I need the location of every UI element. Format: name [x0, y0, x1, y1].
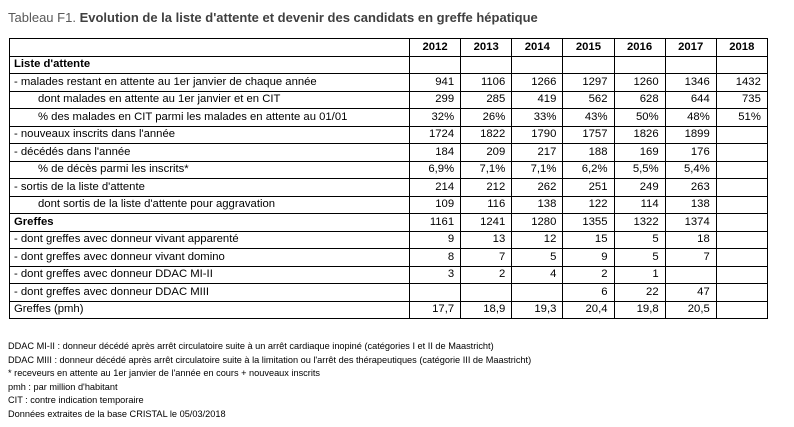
- value-cell: 644: [665, 91, 716, 109]
- value-cell: [716, 196, 767, 214]
- row-label: - dont greffes avec donneur vivant apparenté: [10, 231, 410, 249]
- year-header: 2015: [563, 39, 614, 57]
- value-cell: 51%: [716, 109, 767, 127]
- waitlist-table: [9, 38, 768, 319]
- value-cell: 1106: [461, 74, 512, 92]
- table-row: [10, 266, 768, 284]
- footnote: * receveurs en attente au 1er janvier de l'année en cours + nouveaux inscrits: [8, 368, 321, 379]
- value-cell: [512, 56, 563, 74]
- value-cell: 1266: [512, 74, 563, 92]
- value-cell: 9: [410, 231, 461, 249]
- footnote: Données extraites de la base CRISTAL le 05/03/2018: [8, 408, 226, 419]
- value-cell: 1280: [512, 214, 563, 232]
- value-cell: 1899: [665, 126, 716, 144]
- value-cell: 33%: [512, 109, 563, 127]
- value-cell: [665, 266, 716, 284]
- value-cell: 6,9%: [410, 161, 461, 179]
- value-cell: 12: [512, 231, 563, 249]
- value-cell: 214: [410, 179, 461, 197]
- year-header: 2018: [716, 39, 767, 57]
- value-cell: 188: [563, 144, 614, 162]
- value-cell: 1346: [665, 74, 716, 92]
- value-cell: [716, 126, 767, 144]
- table-number: Tableau F1.: [8, 10, 76, 25]
- table-row: [10, 126, 768, 144]
- footnote: pmh : par million d'habitant: [8, 381, 118, 392]
- value-cell: 50%: [614, 109, 665, 127]
- value-cell: 6,2%: [563, 161, 614, 179]
- value-cell: 1297: [563, 74, 614, 92]
- value-cell: 3: [410, 266, 461, 284]
- row-label: - sortis de la liste d'attente: [10, 179, 410, 197]
- value-cell: [716, 179, 767, 197]
- row-label: - dont greffes avec donneur vivant domino: [10, 249, 410, 267]
- value-cell: 138: [512, 196, 563, 214]
- row-label: Greffes (pmh): [10, 301, 410, 319]
- value-cell: 1322: [614, 214, 665, 232]
- value-cell: 5,5%: [614, 161, 665, 179]
- value-cell: [716, 249, 767, 267]
- table-row: [10, 109, 768, 127]
- value-cell: 735: [716, 91, 767, 109]
- table-row: [10, 301, 768, 319]
- value-cell: 1826: [614, 126, 665, 144]
- table-row: [10, 144, 768, 162]
- value-cell: [716, 284, 767, 302]
- header-corner-cell: [10, 39, 410, 57]
- value-cell: [512, 284, 563, 302]
- table-row: [10, 196, 768, 214]
- value-cell: 5: [614, 231, 665, 249]
- year-header: 2017: [665, 39, 716, 57]
- value-cell: 184: [410, 144, 461, 162]
- value-cell: [716, 266, 767, 284]
- table-row: [10, 74, 768, 92]
- row-label: % de décès parmi les inscrits*: [10, 161, 410, 179]
- year-header: 2016: [614, 39, 665, 57]
- table-row: [10, 249, 768, 267]
- value-cell: 5,4%: [665, 161, 716, 179]
- value-cell: 9: [563, 249, 614, 267]
- table-title: [8, 10, 538, 25]
- value-cell: [716, 231, 767, 249]
- row-label: - nouveaux inscrits dans l'année: [10, 126, 410, 144]
- value-cell: [665, 56, 716, 74]
- value-cell: [614, 56, 665, 74]
- row-label: % des malades en CIT parmi les malades en attente au 01/01: [10, 109, 410, 127]
- value-cell: 1355: [563, 214, 614, 232]
- value-cell: 7,1%: [461, 161, 512, 179]
- value-cell: 562: [563, 91, 614, 109]
- row-label: dont sortis de la liste d'attente pour aggravation: [10, 196, 410, 214]
- header-row: [10, 39, 768, 57]
- value-cell: 18,9: [461, 301, 512, 319]
- value-cell: [716, 56, 767, 74]
- value-cell: 1374: [665, 214, 716, 232]
- value-cell: 138: [665, 196, 716, 214]
- value-cell: 15: [563, 231, 614, 249]
- value-cell: 249: [614, 179, 665, 197]
- value-cell: 114: [614, 196, 665, 214]
- value-cell: 13: [461, 231, 512, 249]
- value-cell: 20,5: [665, 301, 716, 319]
- table-title-text: Evolution de la liste d'attente et devenir des candidats en greffe hépatique: [79, 10, 538, 25]
- table-row: [10, 179, 768, 197]
- value-cell: [716, 161, 767, 179]
- table-row: [10, 161, 768, 179]
- row-label: dont malades en attente au 1er janvier et en CIT: [10, 91, 410, 109]
- value-cell: [716, 144, 767, 162]
- value-cell: 262: [512, 179, 563, 197]
- value-cell: 1724: [410, 126, 461, 144]
- value-cell: 19,8: [614, 301, 665, 319]
- value-cell: [563, 56, 614, 74]
- table-row: [10, 231, 768, 249]
- footnote: DDAC MI-II : donneur décédé après arrêt circulatoire suite à un arrêt cardiaque inopiné (catégories I et II de Maastricht): [8, 341, 494, 351]
- row-label: Greffes: [10, 214, 410, 232]
- value-cell: 251: [563, 179, 614, 197]
- table-row: [10, 214, 768, 232]
- value-cell: 22: [614, 284, 665, 302]
- footnote: DDAC MIII : donneur décédé après arrêt circulatoire suite à la limitation ou l'arrêt des thérapeutiques (catégorie III de Maastricht): [8, 354, 532, 365]
- year-header: 2014: [512, 39, 563, 57]
- table-row: [10, 284, 768, 302]
- value-cell: 628: [614, 91, 665, 109]
- value-cell: 1: [614, 266, 665, 284]
- value-cell: 941: [410, 74, 461, 92]
- value-cell: [410, 56, 461, 74]
- value-cell: [410, 284, 461, 302]
- value-cell: 209: [461, 144, 512, 162]
- value-cell: [461, 284, 512, 302]
- value-cell: 7,1%: [512, 161, 563, 179]
- value-cell: 32%: [410, 109, 461, 127]
- value-cell: 43%: [563, 109, 614, 127]
- value-cell: 285: [461, 91, 512, 109]
- value-cell: 17,7: [410, 301, 461, 319]
- value-cell: 299: [410, 91, 461, 109]
- value-cell: 1790: [512, 126, 563, 144]
- value-cell: 2: [563, 266, 614, 284]
- value-cell: 5: [512, 249, 563, 267]
- value-cell: [716, 301, 767, 319]
- year-header: 2012: [410, 39, 461, 57]
- value-cell: 1757: [563, 126, 614, 144]
- value-cell: 19,3: [512, 301, 563, 319]
- table-row: [10, 91, 768, 109]
- value-cell: 1432: [716, 74, 767, 92]
- row-label: - malades restant en attente au 1er janvier de chaque année: [10, 74, 410, 92]
- value-cell: 176: [665, 144, 716, 162]
- value-cell: 5: [614, 249, 665, 267]
- table-row: [10, 56, 768, 74]
- value-cell: 1822: [461, 126, 512, 144]
- row-label: Liste d'attente: [10, 56, 410, 74]
- value-cell: [461, 56, 512, 74]
- value-cell: 217: [512, 144, 563, 162]
- value-cell: 169: [614, 144, 665, 162]
- value-cell: 18: [665, 231, 716, 249]
- value-cell: 48%: [665, 109, 716, 127]
- table-body: [10, 39, 768, 319]
- footnote: CIT : contre indication temporaire: [8, 395, 144, 406]
- footnotes: [8, 340, 531, 422]
- row-label: - dont greffes avec donneur DDAC MI-II: [10, 266, 410, 284]
- value-cell: 263: [665, 179, 716, 197]
- value-cell: 212: [461, 179, 512, 197]
- value-cell: [716, 214, 767, 232]
- value-cell: 1241: [461, 214, 512, 232]
- value-cell: 7: [461, 249, 512, 267]
- value-cell: 26%: [461, 109, 512, 127]
- value-cell: 47: [665, 284, 716, 302]
- value-cell: 1260: [614, 74, 665, 92]
- value-cell: 122: [563, 196, 614, 214]
- value-cell: 1161: [410, 214, 461, 232]
- value-cell: 6: [563, 284, 614, 302]
- row-label: - décédés dans l'année: [10, 144, 410, 162]
- value-cell: 7: [665, 249, 716, 267]
- row-label: - dont greffes avec donneur DDAC MIII: [10, 284, 410, 302]
- value-cell: 419: [512, 91, 563, 109]
- year-header: 2013: [461, 39, 512, 57]
- value-cell: 109: [410, 196, 461, 214]
- value-cell: 20,4: [563, 301, 614, 319]
- value-cell: 4: [512, 266, 563, 284]
- value-cell: 116: [461, 196, 512, 214]
- value-cell: 8: [410, 249, 461, 267]
- value-cell: 2: [461, 266, 512, 284]
